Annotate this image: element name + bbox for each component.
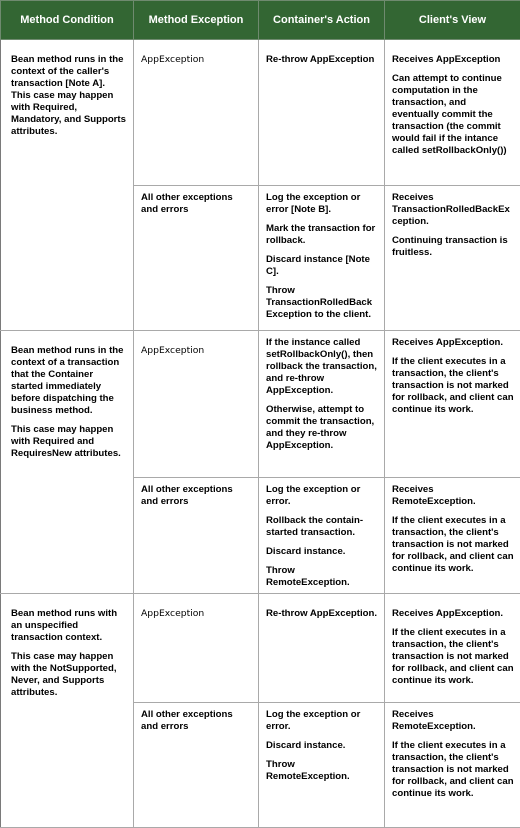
view-text: Receives RemoteException. (392, 483, 476, 507)
action-text: Re-throw AppException (266, 54, 375, 65)
client-view-cell (385, 477, 520, 593)
method-condition-cell (1, 331, 134, 594)
condition-text: Bean method runs with an unspecified transaction context. (11, 608, 118, 644)
client-view-cell (385, 331, 520, 478)
container-action-cell (259, 40, 385, 186)
method-condition-cell (1, 40, 134, 331)
view-text: Continuing transaction is fruitless. (392, 234, 508, 258)
view-text: If the client executes in a transaction, the client's transaction is not marked for rollback, and client can continue its work. (392, 356, 514, 416)
condition-text: Bean method runs in the context of a transaction that the Container started immediately before dispatching the business method. (11, 345, 124, 417)
action-text: Discard instance. (266, 545, 346, 557)
exception-text: All other exceptions and errors (141, 191, 233, 215)
action-text: Mark the transaction for rollback. (266, 222, 376, 246)
exception-text: All other exceptions and errors (141, 483, 233, 507)
action-text: Log the exception or error. (266, 708, 361, 732)
view-text: Receives RemoteException. (392, 708, 476, 732)
client-view-cell (385, 40, 520, 186)
table-row (1, 40, 520, 186)
action-text: Log the exception or error. (266, 483, 361, 507)
method-exception-cell (134, 185, 259, 331)
exception-text: AppException (141, 608, 205, 620)
action-text: Log the exception or error [Note B]. (266, 191, 361, 215)
container-action-cell (259, 702, 385, 827)
action-text: Rollback the contain-started transaction. (266, 514, 364, 538)
condition-text: Bean method runs in the context of the caller's transaction [Note A]. This case may happen with Required, Mandatory, and Supports attributes. (11, 54, 126, 137)
view-text: If the client executes in a transaction, the client's transaction is not marked for rollback, and client can continue its work. (392, 514, 514, 574)
table-row (1, 594, 520, 702)
container-action-cell (259, 331, 385, 478)
action-text: Throw TransactionRolledBackException to the client. (266, 284, 373, 320)
header-row (1, 1, 520, 40)
view-text: Receives AppException. (392, 608, 504, 620)
action-text: Re-throw AppException. (266, 608, 378, 620)
condition-text: This case may happen with the NotSupported, Never, and Supports attributes. (11, 651, 117, 699)
header-containers-action: Container's Action (259, 1, 385, 40)
client-view-cell (385, 185, 520, 331)
container-action-cell (259, 594, 385, 702)
client-view-cell (385, 594, 520, 702)
view-text: Receives AppException (392, 54, 501, 65)
exception-text: AppException (141, 54, 205, 65)
action-text: Discard instance [Note C]. (266, 253, 370, 277)
container-action-cell (259, 185, 385, 331)
action-text: Otherwise, attempt to commit the transaction, and they re-throw AppException. (266, 404, 375, 452)
method-exception-cell (134, 40, 259, 186)
exception-text: AppException (141, 345, 205, 357)
condition-text: This case may happen with Required and RequiresNew attributes. (11, 424, 121, 460)
method-exception-cell (134, 331, 259, 478)
table-row (1, 331, 520, 478)
exception-text: All other exceptions and errors (141, 708, 233, 732)
header-method-exception: Method Exception (134, 1, 259, 40)
action-text: Discard instance. (266, 739, 346, 751)
method-exception-cell (134, 594, 259, 702)
view-text: If the client executes in a transaction, the client's transaction is not marked for rollback, and client can continue its work. (392, 739, 514, 799)
view-text: Can attempt to continue computation in the transaction, and eventually commit the transaction (the commit would fail if the intance called setRollbackOnly()) (392, 73, 507, 156)
view-text: Receives TransactionRolledBackException. (392, 191, 510, 227)
view-text: Receives AppException. (392, 337, 504, 349)
action-text: Throw RemoteException. (266, 564, 350, 588)
container-action-cell (259, 477, 385, 593)
view-text: If the client executes in a transaction, the client's transaction is not marked for rollback, and client can continue its work. (392, 627, 514, 687)
client-view-cell (385, 702, 520, 827)
method-condition-cell (1, 594, 134, 828)
header-clients-view: Client's View (385, 1, 520, 40)
action-text: Throw RemoteException. (266, 758, 350, 782)
header-method-condition: Method Condition (1, 1, 134, 40)
method-exception-cell (134, 477, 259, 593)
method-exception-cell (134, 702, 259, 827)
action-text: If the instance called setRollbackOnly(), then rollback the transaction, and re-throw AppException. (266, 337, 377, 397)
